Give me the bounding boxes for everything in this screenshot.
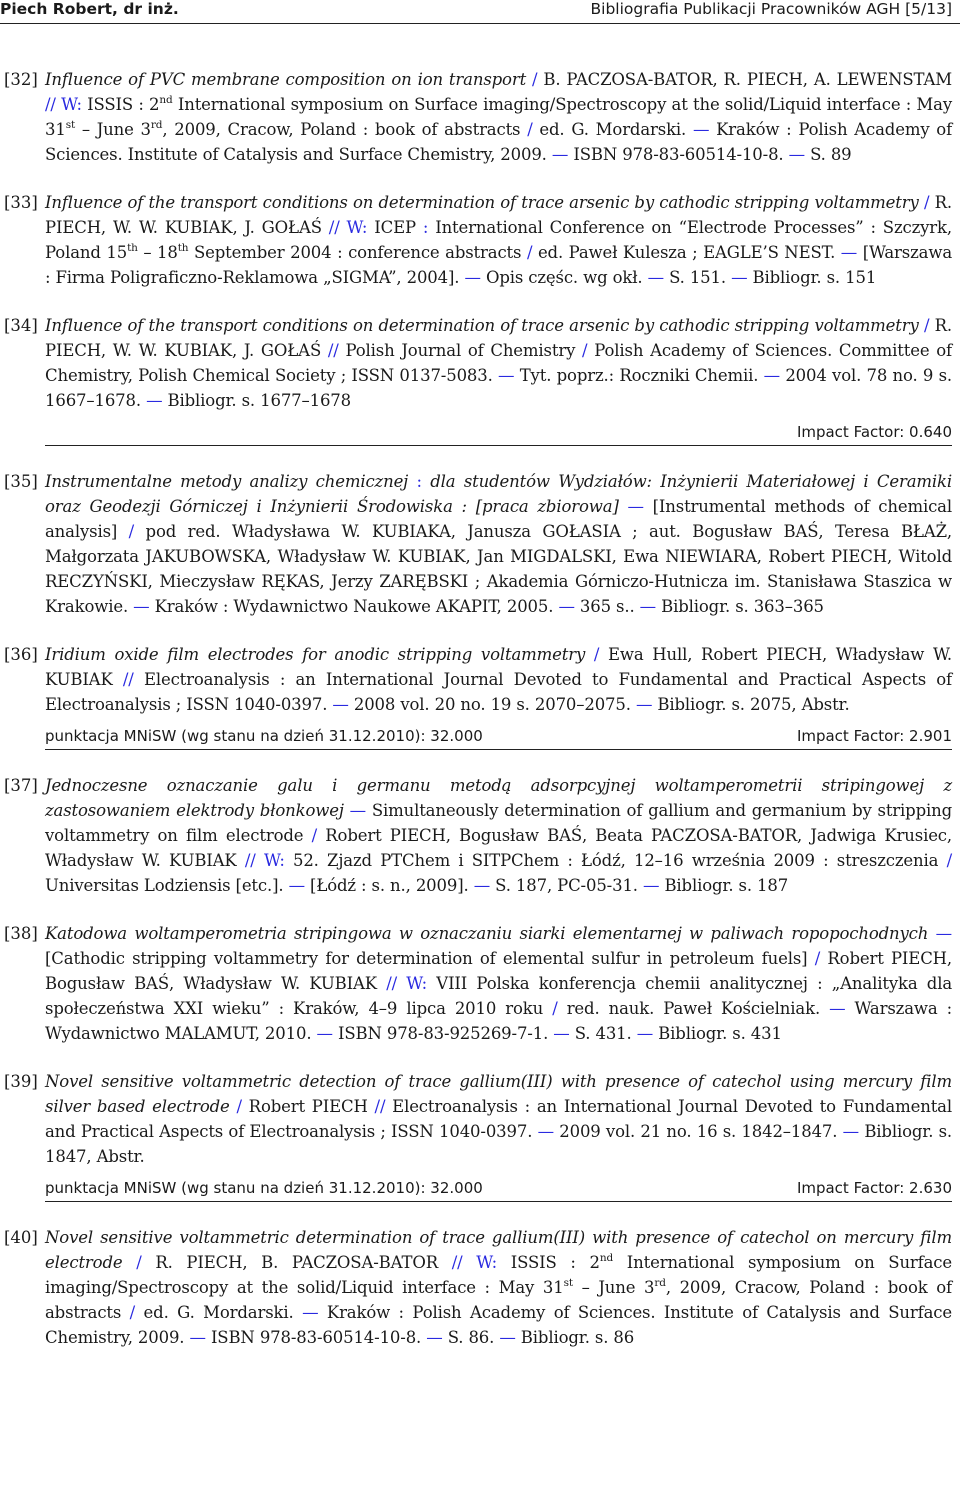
- entry-number: [33]: [4, 193, 38, 212]
- separator: —: [558, 597, 575, 616]
- entry-note: Opis częśc. wg okł.: [480, 268, 648, 287]
- entry-authors: pod red. Władysława W. KUBIAKA, Janusza GOŁASIA ; aut. Bogusław BAŚ, Teresa BŁAŻ, Małgorzata JAKUBOWSKA, Władysław W. KUBIAK, Jan MIGDALSKI, Ewa NIEWIARA, Robert PIECH, Witold RECZYŃSKI, Mieczysław RĘKAS, Jerzy ZARĘBSKI ; Akademia Górniczo-Hutnicza im. Stanisława Staszica w Krakowie.: [45, 522, 952, 616]
- superscript: th: [127, 242, 138, 254]
- separator: —: [426, 1328, 443, 1347]
- entry-metrics: [45, 1179, 952, 1202]
- separator: —: [647, 268, 664, 287]
- entry-metrics: [45, 423, 952, 446]
- separator: /: [582, 341, 588, 360]
- separator: —: [499, 1328, 516, 1347]
- entry-journal: Electroanalysis : an International Journal Devoted to Fundamental and Practical Aspects of Electroanalysis ; ISSN 1040-0397.: [45, 670, 952, 714]
- entry-source: ISSIS : 2: [81, 95, 160, 114]
- entry-isbn: ISBN 978-83-60514-10-8.: [568, 145, 789, 164]
- entry-authors: R. PIECH, W. W. KUBIAK, J. GOŁAŚ: [45, 193, 952, 237]
- entry-source: ISSIS : 2: [497, 1253, 600, 1272]
- separator: —: [553, 1024, 570, 1043]
- superscript: nd: [159, 94, 173, 106]
- separator: /: [122, 1253, 156, 1272]
- bibliography-entry: [0, 642, 960, 750]
- entry-title: Influence of PVC membrane composition on ion transport: [45, 70, 527, 89]
- entry-pages: S. 86.: [442, 1328, 500, 1347]
- entry-source: ICEP: [367, 218, 423, 237]
- separator: —: [464, 268, 481, 287]
- entry-text: [45, 67, 952, 167]
- entry-bibliography: Bibliogr. s. 1847, Abstr.: [45, 1122, 952, 1166]
- entry-text: [45, 469, 952, 619]
- entry-pages: S. 89: [804, 145, 852, 164]
- entry-source: International Conference on “Electrode Processes” : Szczyrk, Poland 15: [45, 218, 952, 262]
- separator: —: [840, 243, 858, 262]
- separator: //: [374, 1097, 386, 1116]
- entry-volume: 2009 vol. 21 no. 16 s. 1842–1847.: [553, 1122, 843, 1141]
- entry-translation: [Cathodic stripping voltammetry for determination of elemental sulfur in petroleum fuels]: [45, 949, 815, 968]
- entry-place: [Łódź : s. n., 2009].: [304, 876, 474, 895]
- bibliography-entry: [0, 190, 960, 290]
- entry-title: Jednoczesne oznaczanie galu i germanu metodą adsorpcyjnej woltamperometrii stripingowej z zastosowaniem elektrody błonkowej: [45, 776, 952, 820]
- entry-volume: 2008 vol. 20 no. 19 s. 2070–2075.: [348, 695, 636, 714]
- entry-number: [37]: [4, 776, 38, 795]
- separator: // W:: [451, 1253, 498, 1272]
- entry-journal: Polish Journal of Chemistry: [338, 341, 583, 360]
- separator: /: [129, 1303, 136, 1322]
- separator: /: [918, 193, 935, 212]
- entry-publisher: Polish Academy of Sciences. Committee of Chemistry, Polish Chemical Society ; ISSN 0137-5083.: [45, 341, 952, 385]
- entry-bibliography: Bibliogr. s. 151: [747, 268, 877, 287]
- entry-number: [32]: [4, 70, 38, 89]
- separator: // W:: [328, 218, 368, 237]
- entry-subtitle: dla studentów Wydziałów: Inżynierii Materiałowej i Ceramiki oraz Geodezji Górniczej i Inżynierii Środowiska : [praca zbiorowa]: [45, 472, 952, 516]
- separator: /: [526, 243, 533, 262]
- bibliography-entry: [0, 67, 960, 167]
- entry-number: [39]: [4, 1072, 38, 1091]
- entry-number: [38]: [4, 924, 38, 943]
- separator: /: [229, 1097, 249, 1116]
- separator: /: [128, 522, 135, 541]
- entry-source: – 18: [137, 243, 178, 262]
- header-title: Bibliografia Publikacji Pracowników AGH: [590, 0, 901, 18]
- entry-title: Influence of the transport conditions on determination of trace arsenic by cathodic stripping voltammetry: [45, 316, 919, 335]
- entry-metrics: [45, 727, 952, 750]
- entry-authors: R. PIECH, W. W. KUBIAK, J. GOŁAŚ: [45, 316, 952, 360]
- separator: —: [842, 1122, 860, 1141]
- entry-title: Katodowa woltamperometria stripingowa w oznaczaniu siarki elementarnej w paliwach ropopochodnych: [45, 924, 929, 943]
- entry-journal: Electroanalysis : an International Journal Devoted to Fundamental and Practical Aspects of Electroanalysis ; ISSN 1040-0397.: [45, 1097, 952, 1141]
- entry-bibliography: Bibliogr. s. 363–365: [656, 597, 824, 616]
- separator: —: [316, 1024, 333, 1043]
- separator: /: [585, 645, 608, 664]
- entry-pages: S. 431.: [569, 1024, 637, 1043]
- entry-number: [34]: [4, 316, 38, 335]
- separator: —: [537, 1122, 554, 1141]
- separator: —: [551, 145, 569, 164]
- separator: —: [636, 1024, 654, 1043]
- entry-editor: ed. Paweł Kulesza ; EAGLE’S NEST.: [532, 243, 841, 262]
- separator: /: [552, 999, 558, 1018]
- separator: // W:: [244, 851, 285, 870]
- entry-authors: Robert PIECH: [248, 1097, 375, 1116]
- separator: —: [639, 597, 657, 616]
- separator: —: [788, 145, 805, 164]
- separator: —: [146, 391, 163, 410]
- entry-authors: Robert PIECH, Bogusław BAŚ, Beata PACZOSA-BATOR, Jadwiga Krusiec, Władysław W. KUBIAK: [45, 826, 952, 870]
- separator: —: [692, 120, 710, 139]
- superscript: st: [563, 1277, 573, 1289]
- entry-title: Novel sensitive voltammetric determination of trace gallium(III) with presence of catechol on mercury film electrode: [45, 1228, 952, 1272]
- bibliography-entry: [0, 773, 960, 898]
- entry-publisher: [Warszawa : Firma Poligraficzno-Reklamowa „SIGMA”, 2004].: [45, 243, 953, 287]
- entry-text: [45, 190, 952, 290]
- separator: —: [288, 876, 305, 895]
- entry-source: , 2009, Cracow, Poland : book of abstracts: [162, 120, 528, 139]
- entry-publisher: Kraków : Polish Academy of Sciences. Institute of Catalysis and Surface Chemistry, 2009.: [45, 1303, 952, 1347]
- entry-source: – June 3: [572, 1278, 655, 1297]
- entry-source: International symposium on Surface imaging/Spectroscopy at the solid/Liquid interface : May 31: [45, 1253, 953, 1297]
- superscript: st: [65, 119, 76, 131]
- entry-bibliography: Bibliogr. s. 187: [659, 876, 789, 895]
- entry-publisher: Universitas Lodziensis [etc.].: [45, 876, 289, 895]
- header-page-number: [5/13]: [905, 0, 952, 18]
- entry-isbn: ISBN 978-83-60514-10-8.: [205, 1328, 427, 1347]
- superscript: rd: [150, 119, 163, 131]
- entry-title: Novel sensitive voltammetric detection of trace gallium(III) with presence of catechol using mercury film silver based electrode: [45, 1072, 952, 1116]
- header-title-page: [591, 0, 953, 18]
- separator: —: [302, 1303, 319, 1322]
- separator: —: [343, 801, 372, 820]
- entry-editor: ed. G. Mordarski.: [135, 1303, 303, 1322]
- separator: —: [928, 924, 952, 943]
- entry-source: 52. Zjazd PTChem i SITPChem : Łódź, 12–16 września 2009 : streszczenia: [284, 851, 947, 870]
- entry-text: [45, 642, 952, 717]
- impact-factor: Impact Factor: 2.901: [796, 727, 952, 745]
- entry-text: [45, 313, 952, 413]
- bibliography-entry: [0, 1069, 960, 1202]
- entry-title: Iridium oxide film electrodes for anodic stripping voltammetry: [45, 645, 586, 664]
- entry-editor: ed. G. Mordarski.: [532, 120, 693, 139]
- entry-title: Instrumentalne metody analizy chemicznej: [45, 472, 409, 491]
- entry-source: , 2009, Cracow, Poland : book of abstracts: [45, 1278, 952, 1322]
- entry-text: [45, 1069, 952, 1169]
- entry-translation: Simultaneously determination of gallium and germanium by stripping voltammetry on film electrode: [45, 801, 953, 845]
- entry-source: September 2004 : conference abstracts: [188, 243, 527, 262]
- entry-authors: Robert PIECH, Bogusław BAŚ, Władysław W. KUBIAK: [45, 949, 953, 993]
- entry-editor: red. nauk. Paweł Kościelniak.: [557, 999, 830, 1018]
- entry-bibliography: Bibliogr. s. 86: [515, 1328, 635, 1347]
- separator: :: [408, 472, 431, 491]
- separator: —: [763, 366, 781, 385]
- bibliography-entry: [0, 921, 960, 1046]
- separator: —: [332, 695, 349, 714]
- entry-text: [45, 1225, 952, 1350]
- separator: —: [133, 597, 150, 616]
- impact-factor: Impact Factor: 0.640: [796, 423, 952, 441]
- separator: :: [422, 218, 429, 237]
- entry-title: Influence of the transport conditions on determination of trace arsenic by cathodic stripping voltammetry: [45, 193, 919, 212]
- entry-bibliography: Bibliogr. s. 2075, Abstr.: [652, 695, 850, 714]
- separator: // W:: [386, 974, 428, 993]
- entry-pages: S. 187, PC-05-31.: [490, 876, 643, 895]
- separator: /: [526, 70, 544, 89]
- entry-pages: 365 s..: [574, 597, 640, 616]
- entry-authors: R. PIECH, B. PACZOSA-BATOR: [155, 1253, 452, 1272]
- bibliography-entry: [0, 1225, 960, 1350]
- mnisw-score: punktacja MNiSW (wg stanu na dzień 31.12.2010): 32.000: [45, 1179, 483, 1197]
- entry-volume: 2004 vol. 78 no. 9 s. 1667–1678.: [45, 366, 952, 410]
- entry-text: [45, 773, 952, 898]
- entry-number: [40]: [4, 1228, 38, 1247]
- entry-source: VIII Polska konferencja chemii analitycznej : „Analityka dla społeczeństwa XXI wieku” : Kraków, 4–9 lipca 2010 roku: [45, 974, 953, 1018]
- entry-authors: Ewa Hull, Robert PIECH, Władysław W. KUBIAK: [45, 645, 952, 689]
- separator: /: [311, 826, 318, 845]
- entry-note: Tyt. poprz.: Roczniki Chemii.: [514, 366, 764, 385]
- separator: —: [473, 876, 491, 895]
- entry-isbn: ISBN 978-83-925269-7-1.: [332, 1024, 554, 1043]
- entry-number: [36]: [4, 645, 38, 664]
- separator: /: [946, 851, 952, 870]
- superscript: nd: [599, 1252, 614, 1264]
- page-header: [0, 0, 960, 22]
- entry-number: [35]: [4, 472, 38, 491]
- superscript: th: [177, 242, 189, 254]
- bibliography-entry: [0, 313, 960, 446]
- separator: —: [829, 999, 846, 1018]
- bibliography-entry: [0, 469, 960, 619]
- separator: —: [635, 695, 653, 714]
- separator: /: [814, 949, 821, 968]
- separator: //: [327, 341, 339, 360]
- header-rule: [0, 23, 960, 24]
- separator: // W:: [45, 95, 82, 114]
- entry-bibliography: Bibliogr. s. 431: [653, 1024, 782, 1043]
- entry-publisher: Kraków : Polish Academy of Sciences. Institute of Catalysis and Surface Chemistry, 2009.: [45, 120, 953, 164]
- entry-authors: B. PACZOSA-BATOR, R. PIECH, A. LEWENSTAM: [543, 70, 952, 89]
- separator: /: [527, 120, 533, 139]
- entry-publisher: Kraków : Wydawnictwo Naukowe AKAPIT, 2005.: [149, 597, 559, 616]
- entry-source: International symposium on Surface imaging/Spectroscopy at the solid/Liquid interface : May 31: [45, 95, 953, 139]
- entry-text: [45, 921, 952, 1046]
- separator: //: [122, 670, 134, 689]
- header-author: Piech Robert, dr inż.: [0, 0, 179, 18]
- impact-factor: Impact Factor: 2.630: [796, 1179, 952, 1197]
- bibliography-list: [0, 67, 960, 1373]
- separator: /: [918, 316, 935, 335]
- separator: —: [643, 876, 660, 895]
- entry-source: – June 3: [75, 120, 151, 139]
- separator: —: [498, 366, 515, 385]
- superscript: rd: [654, 1277, 666, 1289]
- entry-translation: [Instrumental methods of chemical analysis]: [45, 497, 952, 541]
- separator: —: [618, 497, 653, 516]
- entry-publisher: Warszawa : Wydawnictwo MALAMUT, 2010.: [45, 999, 953, 1043]
- entry-bibliography: Bibliogr. s. 1677–1678: [162, 391, 352, 410]
- entry-pages: S. 151.: [663, 268, 732, 287]
- separator: —: [189, 1328, 206, 1347]
- separator: —: [731, 268, 748, 287]
- mnisw-score: punktacja MNiSW (wg stanu na dzień 31.12.2010): 32.000: [45, 727, 483, 745]
